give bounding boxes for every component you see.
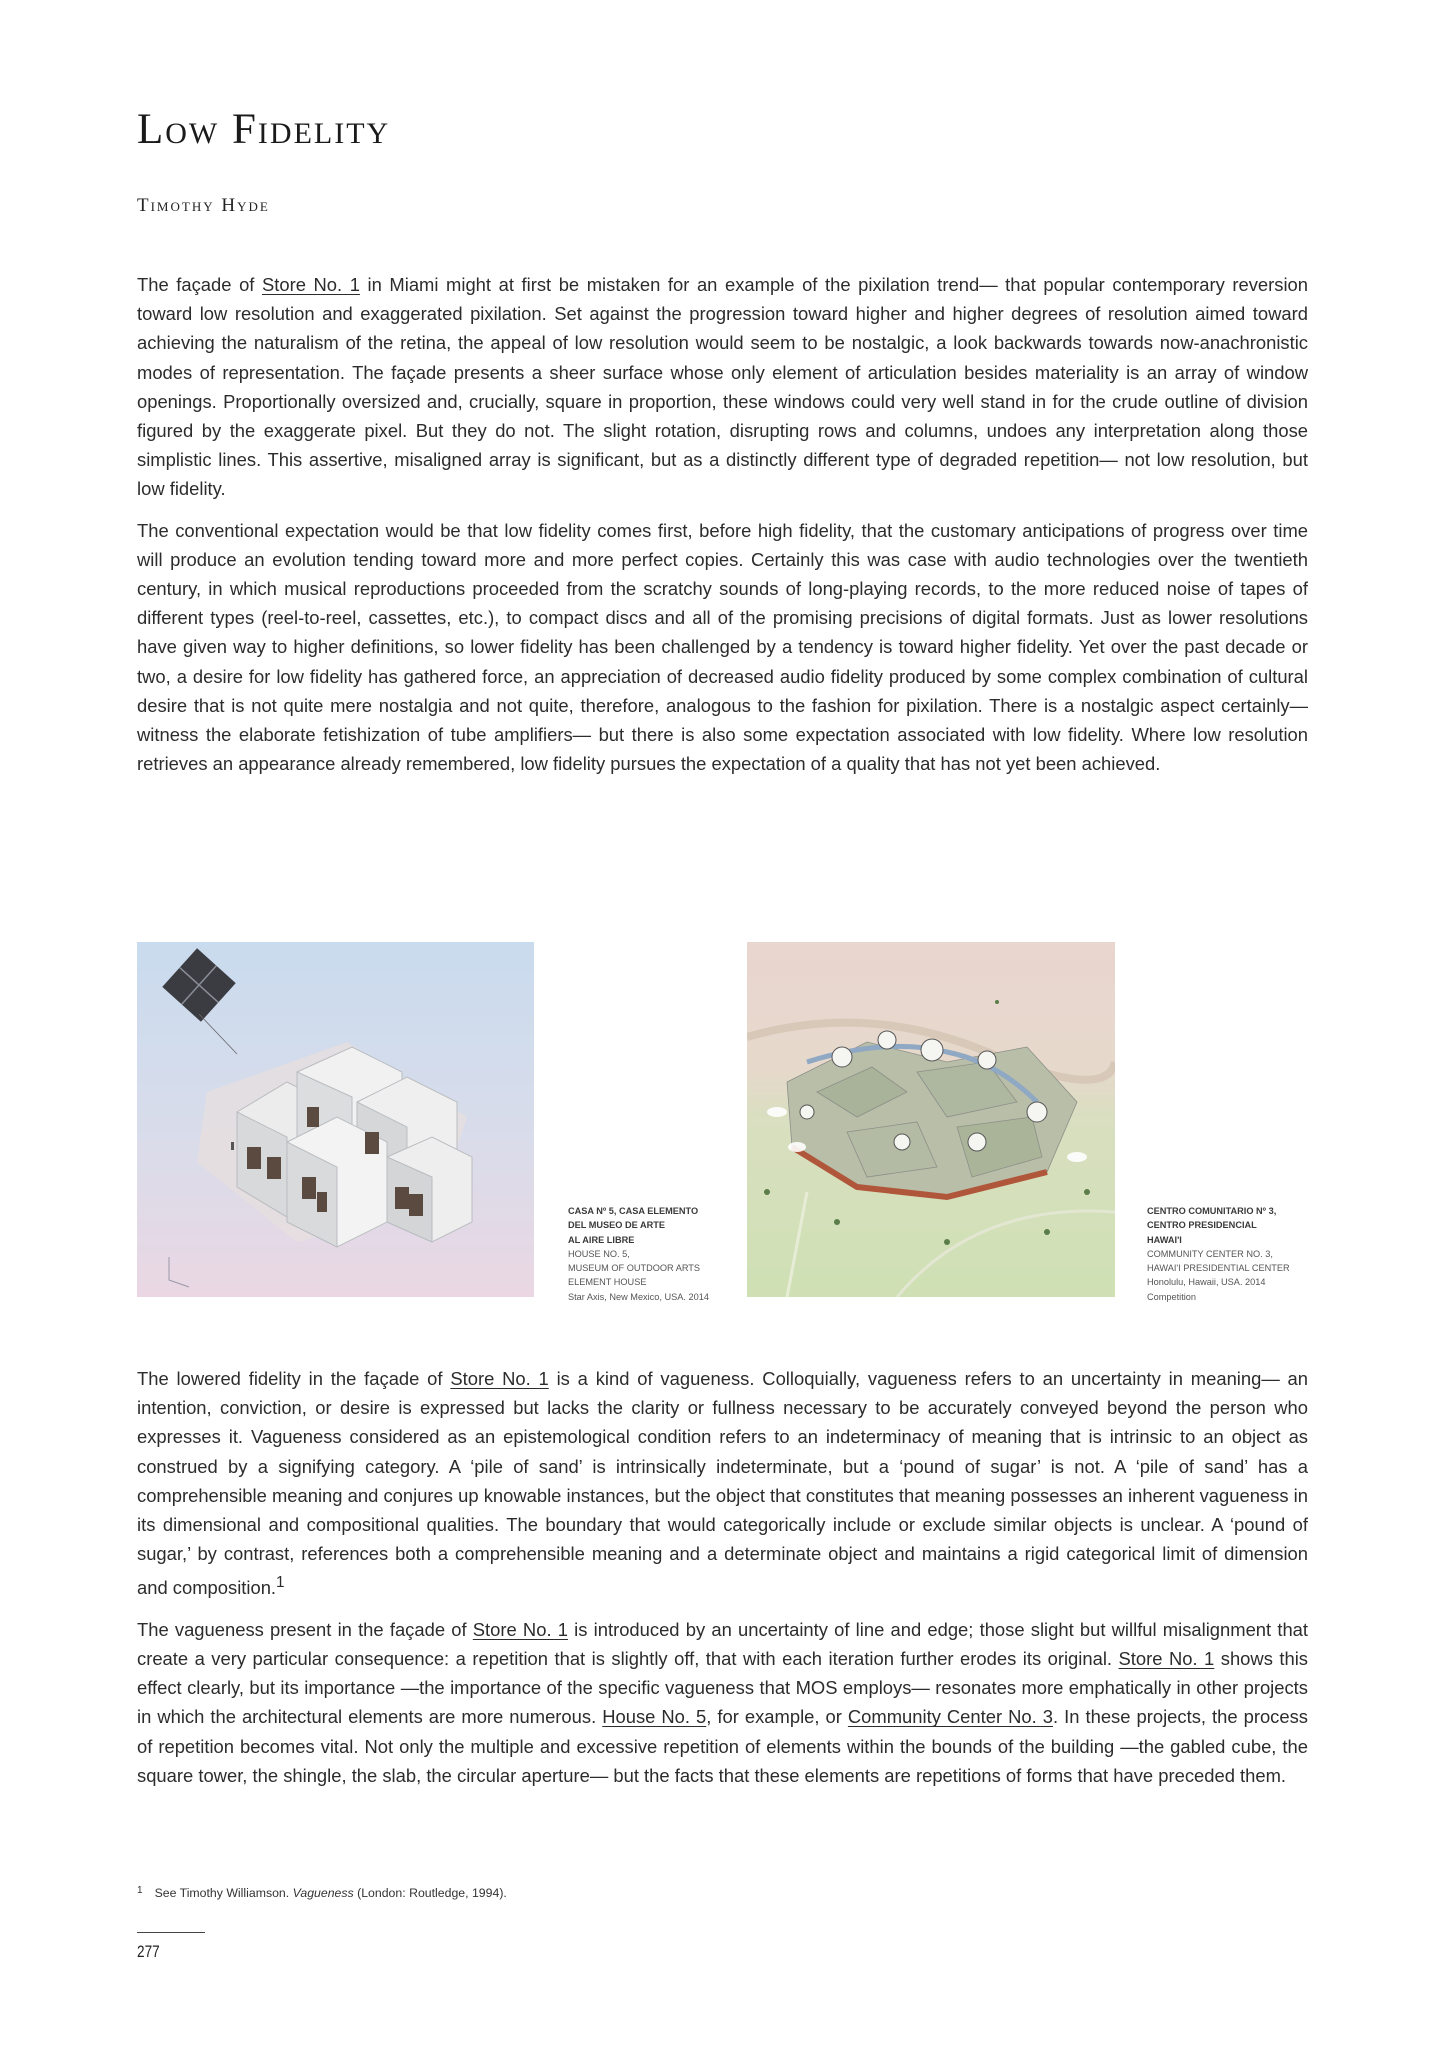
footnote-text: See Timothy Williamson. bbox=[154, 1886, 293, 1900]
caption-detail-line: HAWAI'I PRESIDENTIAL CENTER bbox=[1147, 1263, 1290, 1274]
project-name-underlined: House No. 5 bbox=[602, 1706, 707, 1728]
paragraph bbox=[137, 1364, 1308, 1603]
project-name-underlined: Store No. 1 bbox=[1118, 1647, 1215, 1669]
text-run: The lowered fidelity in the façade of bbox=[137, 1368, 451, 1389]
caption-title-line: CASA Nº 5, CASA ELEMENTO bbox=[568, 1206, 699, 1216]
project-name-underlined: Store No. 1 bbox=[450, 1368, 549, 1389]
text-run: is a kind of vagueness. Colloquially, vagueness refers to an uncertainty in meaning— an intention, conviction, or desire is expressed but lacks the clarity or fullness necessary to be accurately conveyed beyond the person who expresses it. Vagueness considered as an epistemological condition refers to an indeterminacy of meaning that is intrinsic to an object as construed by a signifying category. A ‘pile of sand’ is intrinsically indeterminate, but a ‘pound of sugar’ is not. A ‘pile of sand’ has a comprehensible meaning and conjures up knowable instances, but the object that constitutes that meaning possesses an inherent vagueness in its dimensional and compositional qualities. The boundary that would categorically include or exclude similar objects is unclear. A ‘pound of sugar,’ by contrast, references both a comprehensible meaning and a determinate object and maintains a rigid categorical limit of dimension and composition. bbox=[137, 1368, 1308, 1599]
caption-detail-line: ELEMENT HOUSE bbox=[568, 1277, 647, 1288]
figure-caption bbox=[568, 1204, 738, 1304]
caption-title-line: HAWAI'I bbox=[1147, 1234, 1182, 1245]
page-number: 277 bbox=[137, 1942, 160, 1961]
caption-title-line: CENTRO COMUNITARIO Nº 3, bbox=[1147, 1206, 1277, 1216]
text-run: The façade of bbox=[137, 274, 262, 295]
article-title: Low Fidelity bbox=[137, 106, 391, 153]
page-number-rule bbox=[137, 1932, 205, 1933]
body-text-top bbox=[137, 270, 1308, 790]
text-run: in Miami might at first be mistaken for an example of the pixilation trend— that popular contemporary reversion toward low resolution and exaggerated pixilation. Set against the progression toward higher and higher degrees of resolution aimed toward achieving the naturalism of the retina, the appeal of low resolution would seem to be nostalgic, a look backwards towards now-anachronistic modes of representation. The façade presents a sheer surface whose only element of articulation besides materiality is an array of window openings. Proportionally oversized and, crucially, square in proportion, these windows could very well stand in for the crude outline of division figured by the exaggerate pixel. But they do not. The slight rotation, disrupting rows and columns, undoes any interpretation along those simplistic lines. This assertive, misaligned array is significant, but as a distinctly different type of degraded repetition— not low resolution, but low fidelity. bbox=[137, 274, 1308, 500]
community-center-aerial-image bbox=[747, 942, 1115, 1297]
caption-title-line: AL AIRE LIBRE bbox=[568, 1234, 635, 1245]
footnote-text: (London: Routledge, 1994). bbox=[353, 1886, 507, 1900]
footnote-reference: 1 bbox=[276, 1574, 285, 1592]
figure-caption bbox=[1147, 1204, 1317, 1304]
footnote-book-title: Vagueness bbox=[292, 1886, 354, 1900]
caption-detail-line: Honolulu, Hawaii, USA. 2014 bbox=[1147, 1277, 1266, 1288]
caption-detail-line: Star Axis, New Mexico, USA. 2014 bbox=[568, 1291, 709, 1302]
caption-title-line: CENTRO PRESIDENCIAL bbox=[1147, 1220, 1257, 1231]
text-run: The conventional expectation would be that low fidelity comes first, before high fidelity, that the customary anticipations of progress over time will produce an evolution tending toward more and more perfect copies. Certainly this was case with audio technologies over the twentieth century, in which musical reproductions proceeded from the scratchy sounds of long-playing records, to the more reduced noise of tapes of different types (reel-to-reel, cassettes, etc.), to compact discs and all of the promising precisions of digital formats. Just as lower resolutions have given way to higher definitions, so lower fidelity has been challenged by a tendency is toward higher fidelity. Yet over the past decade or two, a desire for low fidelity has gathered force, an appreciation of decreased audio fidelity produced by some complex combination of cultural desire that is not quite mere nostalgia and not quite, therefore, analogous to the fashion for pixilation. There is a nostalgic aspect certainly—witness the elaborate fetishization of tube amplifiers— but there is also some expectation associated with low fidelity. Where low resolution retrieves an appearance already remembered, low fidelity pursues the expectation of a quality that has not yet been achieved. bbox=[137, 519, 1308, 775]
paragraph bbox=[137, 516, 1308, 779]
text-run: The vagueness present in the façade of bbox=[137, 1618, 473, 1640]
article-author: Timothy Hyde bbox=[137, 195, 270, 216]
body-text-bottom bbox=[137, 1364, 1308, 1802]
text-run: , for example, or bbox=[706, 1706, 848, 1728]
footnote bbox=[137, 1886, 507, 1899]
house-axonometric-image bbox=[137, 942, 534, 1297]
paragraph bbox=[137, 1615, 1308, 1790]
caption-detail-line: Competition bbox=[1147, 1291, 1197, 1302]
project-name-underlined: Store No. 1 bbox=[472, 1618, 568, 1640]
caption-title-line: DEL MUSEO DE ARTE bbox=[568, 1220, 665, 1231]
text-run: is introduced by an uncertainty of line and edge; those slight but willful misalignment that create a very particular consequence: a repetition that is slightly off, that with each iteration further erodes its original. bbox=[137, 1618, 1309, 1669]
caption-detail-line: MUSEUM OF OUTDOOR ARTS bbox=[568, 1263, 701, 1274]
text-run: . In these projects, the process of repetition becomes vital. Not only the multiple and excessive repetition of elements within the bounds of the building —the gabled cube, the square tower, the shingle, the slab, the circular aperture— but the facts that these elements are repetitions of forms that have preceded them. bbox=[137, 1706, 1308, 1786]
project-name-underlined: Community Center No. 3 bbox=[847, 1706, 1053, 1728]
caption-detail-line: HOUSE NO. 5, bbox=[568, 1248, 630, 1259]
paragraph bbox=[137, 270, 1308, 504]
project-name-underlined: Store No. 1 bbox=[261, 274, 360, 295]
caption-detail-line: COMMUNITY CENTER NO. 3, bbox=[1147, 1248, 1273, 1259]
footnote-number: 1 bbox=[137, 1885, 143, 1896]
text-run: shows this effect clearly, but its importance —the importance of the specific vagueness that MOS employs— resonates more emphatically in other projects in which the architectural elements are more numerous. bbox=[137, 1647, 1308, 1728]
